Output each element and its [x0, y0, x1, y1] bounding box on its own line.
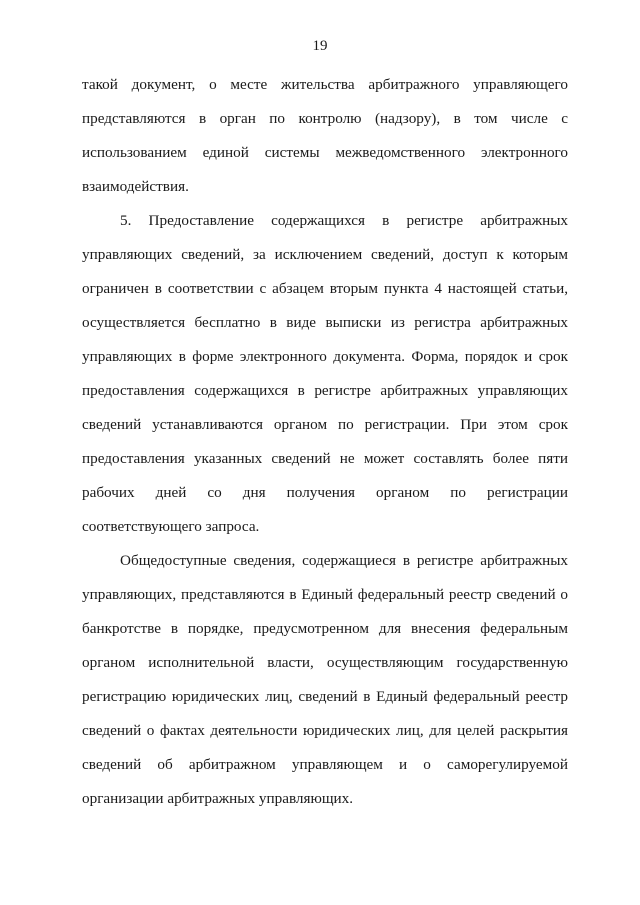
- paragraph: [82, 210, 568, 550]
- text-line: банкротстве в порядке, предусмотренном для внесения федеральным: [82, 620, 568, 637]
- text-line: регистрацию юридических лиц, сведений в Единый федеральный реестр: [82, 688, 568, 705]
- text-line: предоставления указанных сведений не может составлять более пяти: [82, 450, 568, 467]
- text-line: сведений о фактах деятельности юридических лиц, для целей раскрытия: [82, 722, 568, 739]
- text-line: управляющих сведений, за исключением сведений, доступ к которым: [82, 246, 568, 263]
- text-line: ограничен в соответствии с абзацем вторым пункта 4 настоящей статьи,: [82, 280, 568, 297]
- page-number: 19: [312, 38, 328, 54]
- text-line: органом исполнительной власти, осуществляющим государственную: [82, 654, 568, 671]
- text-line: управляющих, представляются в Единый федеральный реестр сведений о: [82, 586, 568, 603]
- document-body: [82, 74, 568, 822]
- text-line: сведений устанавливаются органом по регистрации. При этом срок: [82, 416, 568, 433]
- text-line: представляются в орган по контролю (надзору), в том числе с: [82, 110, 568, 127]
- text-line: 5. Предоставление содержащихся в регистре арбитражных: [120, 212, 568, 229]
- text-line: управляющих в форме электронного документа. Форма, порядок и срок: [82, 348, 568, 365]
- text-line: взаимодействия.: [82, 178, 189, 195]
- text-line: соответствующего запроса.: [82, 518, 260, 535]
- text-line: предоставления содержащихся в регистре арбитражных управляющих: [82, 382, 568, 399]
- paragraph: [82, 74, 568, 210]
- text-line: использованием единой системы межведомственного электронного: [82, 144, 568, 161]
- text-line: рабочих дней со дня получения органом по регистрации: [82, 484, 568, 501]
- text-line: Общедоступные сведения, содержащиеся в регистре арбитражных: [120, 552, 568, 569]
- text-line: организации арбитражных управляющих.: [82, 790, 354, 807]
- text-line: сведений об арбитражном управляющем и о саморегулируемой: [82, 756, 568, 773]
- text-line: осуществляется бесплатно в виде выписки из регистра арбитражных: [82, 314, 568, 331]
- text-line: такой документ, о месте жительства арбитражного управляющего: [82, 76, 568, 93]
- paragraph: [82, 550, 568, 822]
